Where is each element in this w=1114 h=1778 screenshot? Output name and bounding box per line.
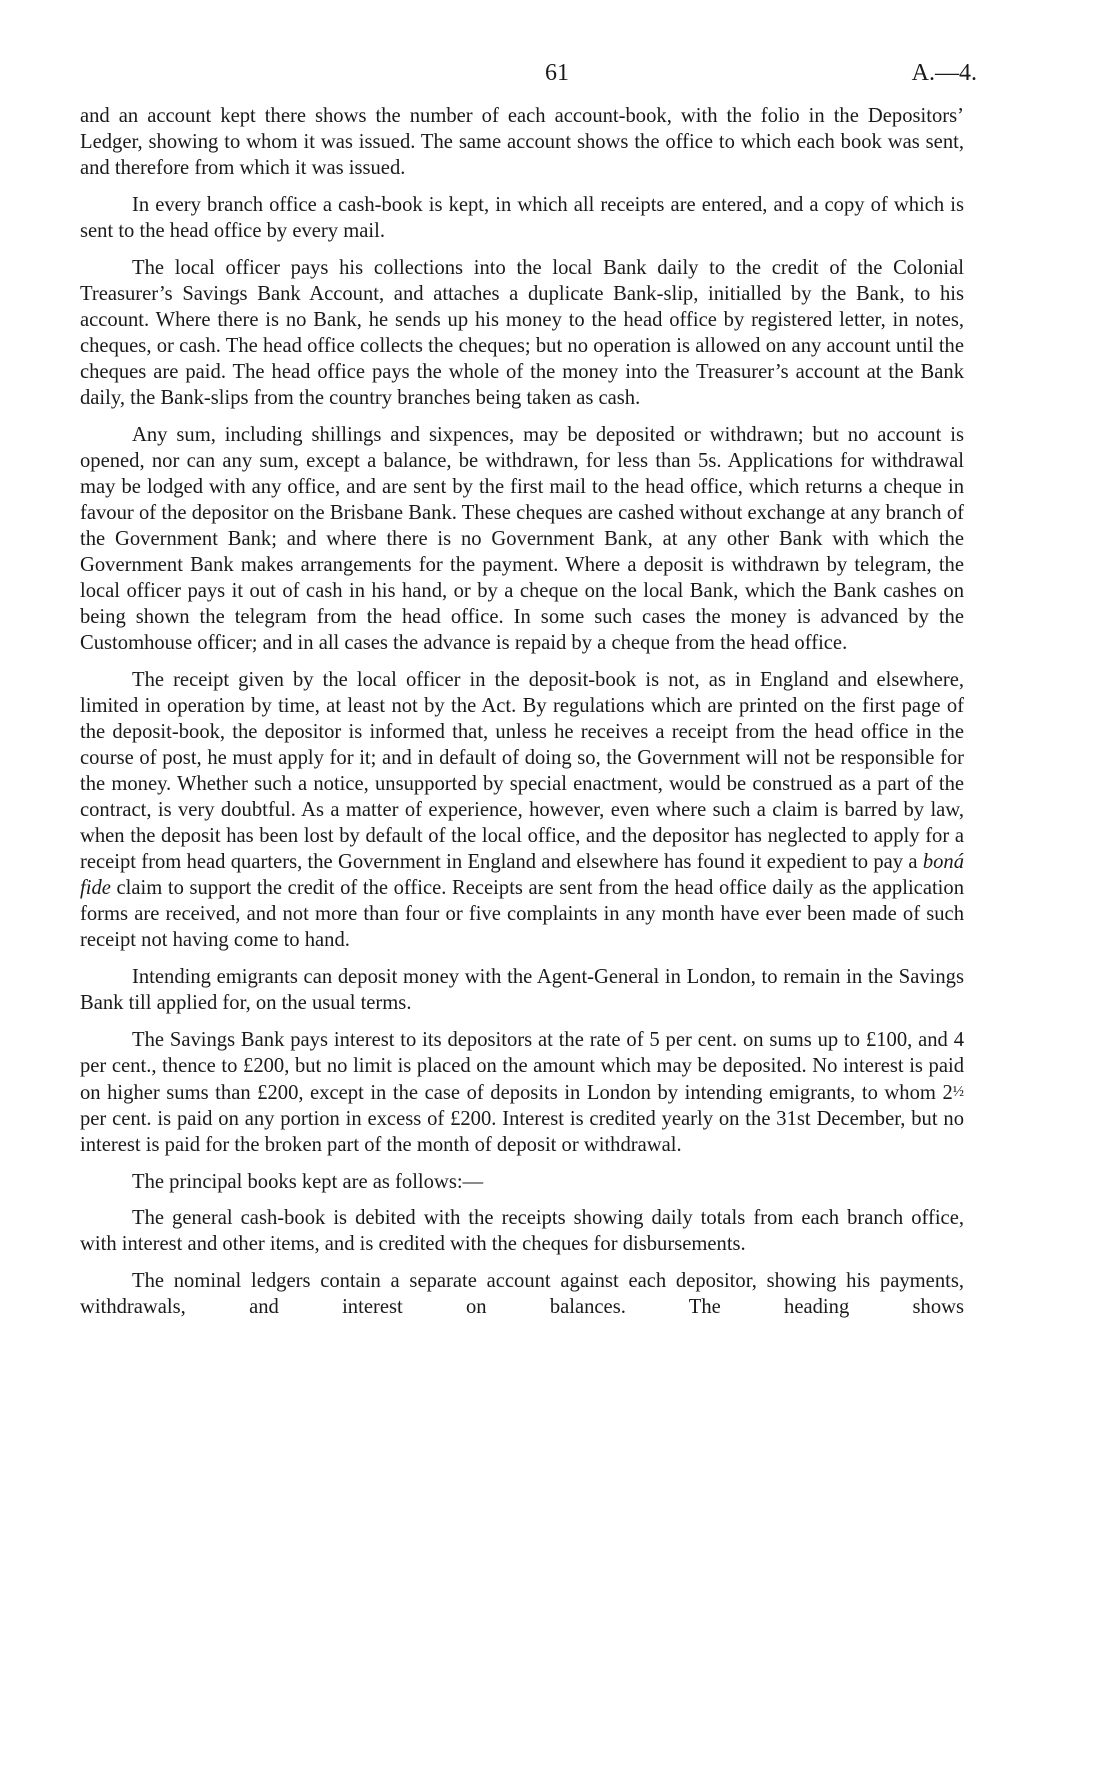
italic-term: boná fide bbox=[80, 851, 964, 899]
paragraph-receipt-part-2: claim to support the credit of the office. Receipts are sent from the head office daily as the application forms are received, and not more than four or five complaints in any month have ever been made of such receipt not having come to hand. bbox=[80, 877, 964, 951]
paragraph-general-cash-book: The general cash-book is debited with the receipts showing daily totals from each branch office, with interest and other items, and is credited with the cheques for disbursements. bbox=[80, 1207, 964, 1255]
body-text bbox=[80, 103, 964, 1331]
paragraph-emigrants: Intending emigrants can deposit money with the Agent-General in London, to remain in the Savings Bank till applied for, on the usual terms. bbox=[80, 966, 964, 1014]
paragraph-nominal-ledgers: The nominal ledgers contain a separate account against each depositor, showing his payments, withdrawals, and interest on balances. The heading shows bbox=[80, 1270, 964, 1318]
paragraph-interest bbox=[80, 1027, 964, 1158]
paragraph-deposits-withdrawals: Any sum, including shillings and sixpences, may be deposited or withdrawn; but no account is opened, nor can any sum, except a balance, be withdrawn, for less than 5s. Applications for withdrawal may be lodged with any office, and are sent by the first mail to the head office, which returns a cheque in favour of the depositor on the Brisbane Bank. These cheques are cashed without exchange at any branch of the Government Bank; and where there is no Government Bank, at any other Bank with which the Government Bank makes arrangements for the payment. Where a deposit is withdrawn by telegram, the local officer pays it out of cash in his hand, or by a cheque on the local Bank, which the Bank cashes on being shown the telegram from the head office. In some such cases the money is advanced by the Customhouse officer; and in all cases the advance is repaid by a cheque from the head office. bbox=[80, 424, 964, 654]
paragraph-receipt-part-1: The receipt given by the local officer in the deposit-book is not, as in England and elsewhere, limited in operation by time, at least not by the Act. By regulations which are printed on the first page of the deposit-book, the depositor is informed that, unless he receives a receipt from the head office in the course of post, he must apply for it; and in default of doing so, the Government will not be responsible for the money. Whether such a notice, unsupported by special enactment, would be construed as a part of the contract, is very doubtful. As a matter of experience, however, even where such a claim is barred by law, when the deposit has been lost by default of the local office, and the depositor has neglected to apply for a receipt from head quarters, the Government in England and elsewhere has found it expedient to pay a bbox=[80, 669, 964, 873]
paragraph-cash-book: In every branch office a cash-book is kept, in which all receipts are entered, and a copy of which is sent to the head office by every mail. bbox=[80, 194, 964, 242]
fraction-half: ½ bbox=[952, 1084, 964, 1100]
paragraph-local-officer: The local officer pays his collections into the local Bank daily to the credit of the Colonial Treasurer’s Savings Bank Account, and attaches a duplicate Bank-slip, initialled by the Bank, to his account. Where there is no Bank, he sends up his money to the head office by registered letter, in notes, cheques, or cash. The head office collects the cheques; but no operation is allowed on any account until the cheques are paid. The head office pays the whole of the money into the Treasurer’s account at the Bank daily, the Bank-slips from the country branches being taken as cash. bbox=[80, 257, 964, 409]
page-header bbox=[0, 60, 1114, 90]
paragraph-continued: and an account kept there shows the number of each account-book, with the folio in the Depositors’ Ledger, showing to whom it was issued. The same account shows the office to which each book was sent, and therefore from which it was issued. bbox=[80, 105, 964, 179]
paragraph-interest-part-1: The Savings Bank pays interest to its depositors at the rate of 5 per cent. on sums up to £100, and 4 per cent., thence to £200, but no limit is placed on the amount which may be deposited. No interest is paid on higher sums than £200, except in the case of deposits in London by intending emigrants, to whom 2 bbox=[80, 1029, 964, 1104]
paragraph-interest-part-2: per cent. is paid on any portion in excess of £200. Interest is credited yearly on the 31st December, but no interest is paid for the broken part of the month of deposit or withdrawal. bbox=[80, 1108, 964, 1156]
page-number: 61 bbox=[545, 60, 569, 86]
paragraph-books-intro: The principal books kept are as follows:— bbox=[132, 1171, 484, 1193]
paragraph-receipt bbox=[80, 667, 964, 953]
document-reference: A.—4. bbox=[911, 60, 977, 86]
